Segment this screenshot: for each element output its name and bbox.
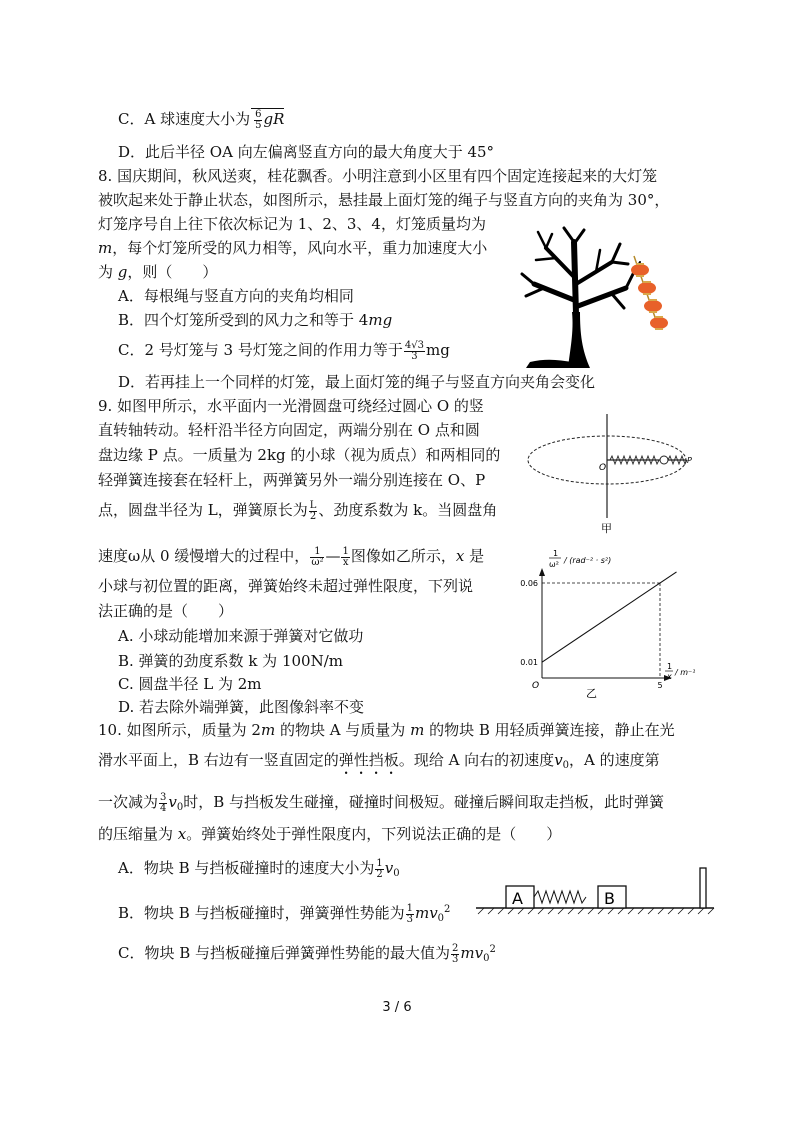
series-line bbox=[542, 572, 677, 662]
q9-frac-inv-x bbox=[341, 547, 349, 568]
q9-option-d: D. 若去除外端弹簧，此图像斜率不变 bbox=[118, 698, 365, 716]
q8-option-c-text: C．2 号灯笼与 3 号灯笼之间的作用力等于 bbox=[118, 341, 403, 359]
page-number: 3 / 6 bbox=[382, 1000, 412, 1015]
q10-stem-line3 bbox=[98, 792, 664, 818]
q10-option-a bbox=[118, 858, 400, 884]
q8-option-d: D．若再挂上一个同样的灯笼，最上面灯笼的绳子与竖直方向夹角会变化 bbox=[118, 373, 596, 391]
q10-frac-3-4 bbox=[159, 793, 167, 814]
subscript: 0 bbox=[393, 868, 400, 879]
var-g: g bbox=[117, 263, 128, 281]
q8-option-a: A．每根绳与竖直方向的夹角均相同 bbox=[118, 287, 354, 305]
tick-label-y-intercept: 0.01 bbox=[520, 658, 538, 668]
q9-option-c: C. 圆盘半径 L 为 2m bbox=[118, 675, 262, 693]
var-mg: mg bbox=[368, 311, 393, 329]
q8-option-c-tail: mg bbox=[425, 341, 450, 359]
emphasized-term: 弹性挡板 bbox=[338, 751, 399, 769]
frac-den: x bbox=[342, 556, 349, 568]
subscript: 0 bbox=[176, 802, 184, 813]
frac-num: 1 bbox=[310, 547, 324, 558]
q8-stem-line5-c: ，则（ ） bbox=[127, 263, 218, 281]
subscript: 0 bbox=[562, 760, 570, 771]
q10-line2-f: ，A 的速度第 bbox=[569, 751, 660, 769]
q7-frac bbox=[254, 110, 262, 131]
frac-den: 2 bbox=[376, 868, 383, 880]
q8-stem-line5 bbox=[98, 262, 217, 282]
label-P: P bbox=[687, 456, 692, 465]
ground-hatching bbox=[478, 908, 714, 914]
q9-chart-yi bbox=[516, 548, 708, 700]
q10-line2-c: 。现给 A 向右的初速度 bbox=[398, 751, 555, 769]
frac-den: ω² bbox=[311, 556, 324, 568]
ylabel-den: ω² bbox=[549, 560, 559, 569]
frac-num: 6 bbox=[255, 108, 262, 120]
var-m: m bbox=[260, 721, 276, 739]
tick-label-y-top: 0.06 bbox=[520, 579, 538, 588]
q10-line1-e: 的物块 B 用轻质弹簧连接，静止在光 bbox=[424, 721, 675, 739]
q10-line3-d: 时，B 与挡板发生碰撞，碰撞时间极短。碰撞后瞬间取走挡板，此时弹簧 bbox=[183, 793, 665, 811]
var-v: v bbox=[384, 859, 394, 877]
frac-den: 3 bbox=[411, 350, 418, 362]
frac-den: 4 bbox=[160, 802, 167, 814]
frac-den: 5 bbox=[255, 119, 262, 131]
q10-stem-line4 bbox=[98, 824, 561, 844]
var-m: m bbox=[98, 239, 113, 257]
q8-stem-line3: 灯笼序号自上往下依次标记为 1、2、3、4，灯笼质量均为 bbox=[98, 215, 486, 233]
q9-stem-line5 bbox=[98, 500, 497, 522]
q7-option-c-text: C．A 球速度大小为 bbox=[118, 110, 251, 128]
frac-den: 3 bbox=[452, 953, 459, 965]
subscript: 0 bbox=[437, 913, 445, 924]
q8-option-b bbox=[118, 310, 392, 330]
q9-stem-line1: 9. 如图甲所示，水平面内一光滑圆盘可绕经过圆心 O 的竖 bbox=[98, 397, 484, 415]
frac-num: L bbox=[309, 499, 317, 511]
var-gR: gR bbox=[263, 110, 285, 128]
q10-stem-line2 bbox=[98, 750, 660, 778]
xlabel-unit: / m⁻¹ bbox=[675, 668, 696, 677]
caption-jia: 甲 bbox=[601, 522, 612, 535]
elastic-baffle bbox=[700, 868, 706, 908]
q9-frac-inv-omega bbox=[310, 547, 324, 568]
frac-den: 2 bbox=[309, 510, 317, 522]
q9-option-b: B. 弹簧的劲度系数 k 为 100N/m bbox=[118, 652, 343, 670]
lantern-4 bbox=[650, 316, 668, 330]
q10-stem-line1 bbox=[98, 720, 675, 740]
ylabel-num: 1 bbox=[553, 549, 559, 558]
q10-option-a-text: A．物块 B 与挡板碰撞时的速度大小为 bbox=[118, 859, 375, 877]
frac-num: 2 bbox=[452, 942, 459, 954]
q10-option-b bbox=[118, 900, 450, 929]
superscript: 2 bbox=[444, 904, 451, 915]
q9-stem-line6-a: 速度ω从 0 缓慢增大的过程中， bbox=[98, 547, 310, 565]
frac-num: 4√3 bbox=[404, 339, 424, 351]
tick-label-x: 5 bbox=[657, 681, 663, 690]
ylabel-unit: / (rad⁻² · s²) bbox=[564, 556, 612, 565]
var-v: v bbox=[554, 751, 563, 769]
origin-label: O bbox=[532, 681, 540, 691]
q8-stem-line2: 被吹起来处于静止状态，如图所示，悬挂最上面灯笼的绳子与竖直方向的夹角为 30°， bbox=[98, 191, 670, 209]
q9-stem-line8: 法正确的是（ ） bbox=[98, 602, 234, 620]
q10-option-c-text: C．物块 B 与挡板碰撞后弹簧弹性势能的最大值为 bbox=[118, 944, 451, 962]
y-axis-label bbox=[549, 549, 611, 569]
q8-stem-line4-text: ，每个灯笼所受的风力相等，风向水平，重力加速度大小 bbox=[112, 239, 488, 257]
q10-line1-a: 10. 如图所示，质量为 2 bbox=[98, 721, 261, 739]
tree-lantern-figure bbox=[516, 222, 676, 368]
lantern-2 bbox=[638, 281, 656, 295]
ball bbox=[660, 456, 668, 464]
label-O: O bbox=[599, 463, 607, 473]
q9-stem-line6-d: 是 bbox=[464, 547, 485, 565]
frac-num: 1 bbox=[406, 902, 413, 914]
y-axis-arrow bbox=[539, 568, 545, 576]
q10-optB-frac bbox=[406, 904, 414, 925]
q10-line1-c: 的物块 A 与质量为 bbox=[275, 721, 411, 739]
q9-stem-line6 bbox=[98, 546, 484, 568]
block-a-label: A bbox=[512, 889, 523, 908]
q9-stem-line2: 直转轴转动。轻杆沿半径方向固定，两端分别在 O 点和圆 bbox=[98, 421, 480, 439]
q8-option-b-text: B．四个灯笼所受到的风力之和等于 4 bbox=[118, 311, 369, 329]
q8-stem-line1: 8. 国庆期间，秋风送爽，桂花飘香。小明注意到小区里有四个固定连接起来的大灯笼 bbox=[98, 167, 658, 185]
spring bbox=[534, 891, 586, 903]
var-mv: mv bbox=[460, 944, 484, 962]
q9-stem-line5-b: 、劲度系数为 k。当圆盘角 bbox=[318, 501, 498, 519]
q10-option-b-text: B．物块 B 与挡板碰撞时，弹簧弹性势能为 bbox=[118, 904, 405, 922]
q9-stem-line4: 轻弹簧连接套在轻杆上，两弹簧另外一端分别连接在 O、P bbox=[98, 471, 486, 489]
q10-optA-frac bbox=[375, 859, 383, 880]
frac-num: 1 bbox=[342, 545, 349, 557]
frac-num: 1 bbox=[376, 857, 383, 869]
q8-stem-line5-a: 为 bbox=[98, 263, 118, 281]
q7-option-c bbox=[118, 108, 284, 131]
chart-marks bbox=[520, 572, 676, 690]
var-x: x bbox=[455, 547, 465, 565]
q8-frac bbox=[404, 341, 425, 362]
q9-option-a: A. 小球动能增加来源于弹簧对它做功 bbox=[118, 627, 364, 645]
var-mv: mv bbox=[414, 904, 438, 922]
q10-optC-frac bbox=[451, 944, 459, 965]
var-v: v bbox=[168, 793, 177, 811]
q10-option-c bbox=[118, 940, 496, 969]
q9-stem-line7: 小球与初位置的距离，弹簧始终未超过弹性限度，下列说 bbox=[98, 577, 474, 595]
xlabel-num: 1 bbox=[667, 662, 673, 671]
superscript: 2 bbox=[489, 944, 496, 955]
q9-stem-line3: 盘边缘 P 点。一质量为 2kg 的小球（视为质点）和两相同的 bbox=[98, 446, 501, 464]
sqrt-expression bbox=[251, 108, 284, 131]
lantern-3 bbox=[644, 299, 662, 313]
x-axis-label bbox=[665, 662, 695, 681]
frac-num: 3 bbox=[160, 791, 167, 803]
q10-line2-a: 滑水平面上，B 右边有一竖直固定的 bbox=[98, 751, 339, 769]
q10-line4-a: 的压缩量为 bbox=[98, 825, 178, 843]
q9-stem-line5-a: 点，圆盘半径为 L，弹簧原长为 bbox=[98, 501, 308, 519]
q10-figure bbox=[470, 866, 720, 916]
xlabel-den: x bbox=[667, 672, 672, 681]
block-b-label: B bbox=[604, 889, 615, 908]
var-m: m bbox=[410, 721, 425, 739]
q10-line3-a: 一次减为 bbox=[98, 793, 159, 811]
q10-line4-c: 。弹簧始终处于弹性限度内，下列说法正确的是（ ） bbox=[186, 825, 562, 843]
tree-silhouette bbox=[522, 228, 640, 368]
var-x: x bbox=[177, 825, 187, 843]
lantern-string bbox=[631, 256, 668, 330]
q8-stem-line4 bbox=[98, 238, 487, 258]
dash: — bbox=[325, 547, 341, 565]
q8-option-c bbox=[118, 340, 450, 362]
q9-stem-line6-b: 图像如乙所示， bbox=[350, 547, 456, 565]
subscript: 0 bbox=[483, 953, 490, 964]
caption-yi: 乙 bbox=[586, 687, 597, 700]
q7-option-d: D．此后半径 OA 向左偏离竖直方向的最大角度大于 45° bbox=[118, 143, 495, 161]
frac-den: 3 bbox=[406, 913, 413, 925]
q9-frac-L2 bbox=[309, 501, 318, 522]
q9-figure-jia bbox=[524, 410, 704, 535]
